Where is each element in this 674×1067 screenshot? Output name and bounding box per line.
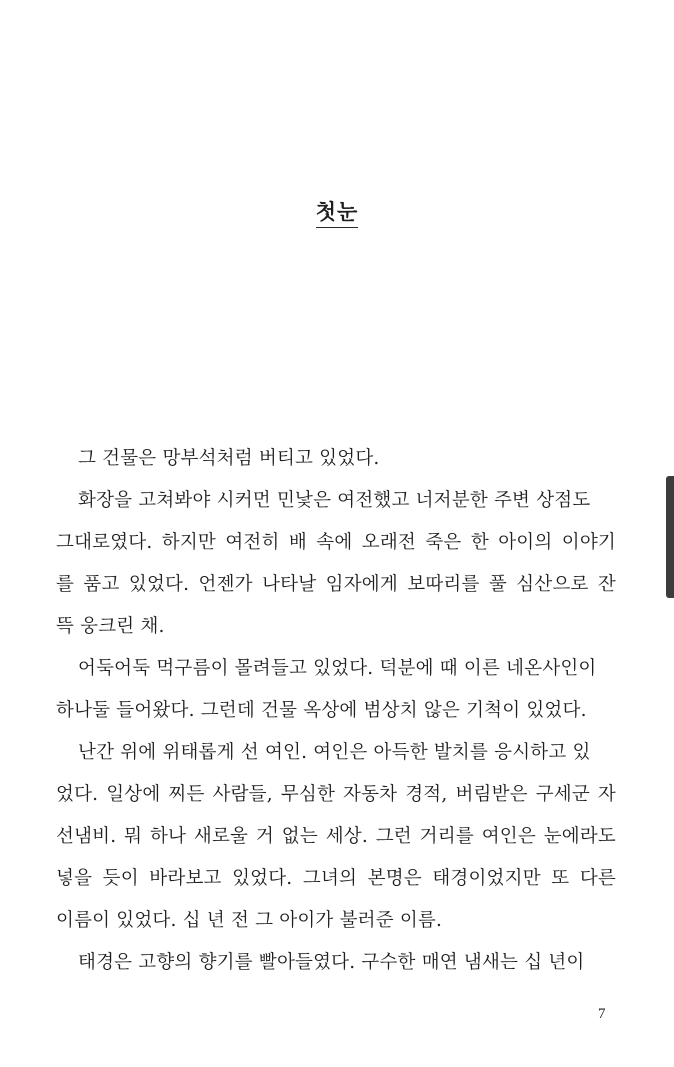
- text-line: 선냄비. 뭐 하나 새로울 거 없는 세상. 그런 거리를 여인은 눈에라도: [56, 826, 616, 847]
- text-line: 뜩 웅크린 채.: [56, 616, 165, 637]
- text-line: 이름이 있었다. 십 년 전 그 아이가 불러준 이름.: [56, 910, 443, 931]
- page-number: 7: [598, 1006, 606, 1022]
- text-line: 난간 위에 위태롭게 선 여인. 여인은 아득한 발치를 응시하고 있: [78, 742, 591, 763]
- text-line: 하나둘 들어왔다. 그런데 건물 옥상에 범상치 않은 기척이 있었다.: [56, 700, 587, 721]
- chapter-title: [0, 196, 674, 226]
- text-line: 를 품고 있었다. 언젠가 나타날 임자에게 보따리를 풀 심산으로 잔: [56, 574, 616, 595]
- text-line: 어둑어둑 먹구름이 몰려들고 있었다. 덕분에 때 이른 네온사인이: [78, 658, 597, 679]
- text-line: 화장을 고쳐봐야 시커먼 민낯은 여전했고 너저분한 주변 상점도: [78, 490, 591, 511]
- text-line: 태경은 고향의 향기를 빨아들였다. 구수한 매연 냄새는 십 년이: [78, 952, 585, 973]
- text-line: 그 건물은 망부석처럼 버티고 있었다.: [78, 448, 380, 469]
- page-edge-tab: [666, 476, 674, 598]
- body-text: [56, 438, 616, 984]
- text-line: 었다. 일상에 찌든 사람들, 무심한 자동차 경적, 버림받은 구세군 자: [56, 784, 616, 805]
- chapter-title-text: 첫눈: [316, 199, 359, 228]
- text-line: 넣을 듯이 바라보고 있었다. 그녀의 본명은 태경이었지만 또 다른: [56, 868, 616, 889]
- text-line: 그대로였다. 하지만 여전히 배 속에 오래전 죽은 한 아이의 이야기: [56, 532, 616, 553]
